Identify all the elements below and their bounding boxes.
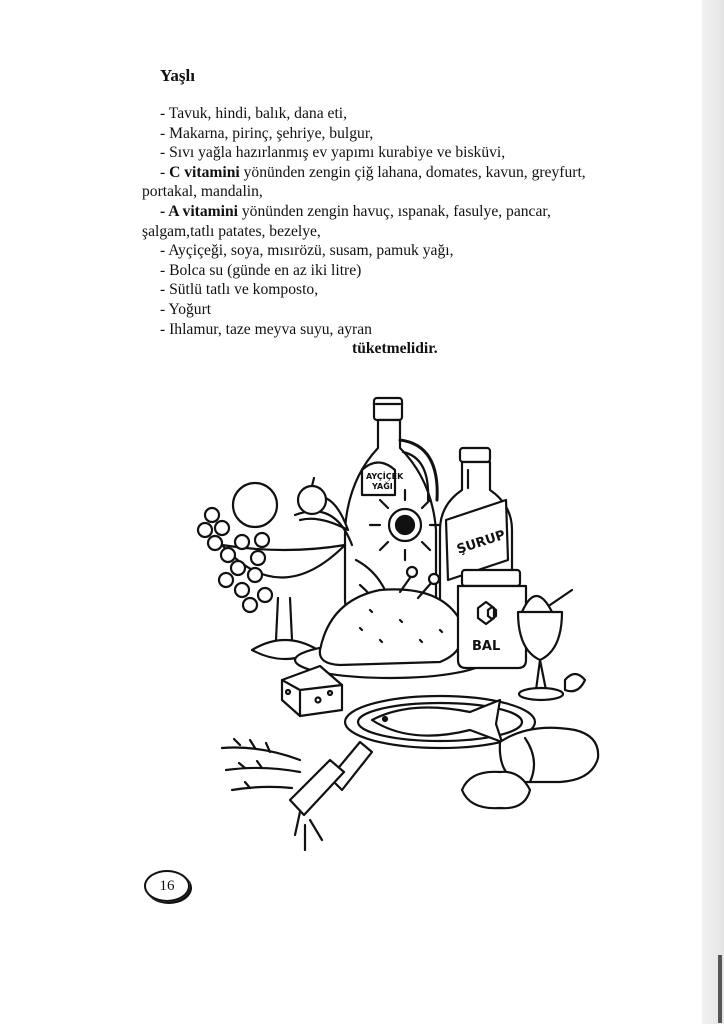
item-text: yönünden zengin havuç, ıspanak, fasulye, pancar, <box>237 202 551 220</box>
honey-label: BAL <box>472 639 501 654</box>
list-item: - Tavuk, hindi, balık, dana eti, <box>160 105 348 122</box>
page-number: 16 <box>144 870 190 902</box>
list-item-continuation: portakal, mandalin, <box>142 183 263 201</box>
vitamin-c-label: C vitamini <box>169 163 240 181</box>
list-item: - Yoğurt <box>160 300 212 318</box>
section-title: Yaşlı <box>160 66 195 85</box>
list-item: - Sıvı yağla hazırlanmış ev yapımı kurabiye ve bisküvi, <box>160 144 506 162</box>
carrots <box>222 739 372 850</box>
item-dash: - <box>160 163 170 181</box>
closing-word: tüketmelidir. <box>352 340 438 358</box>
item-text: yönünden zengin çiğ lahana, domates, kavun, greyfurt, <box>239 163 586 181</box>
list-item: - Ayçiçeği, soya, mısırözü, susam, pamuk yağı, <box>160 242 454 260</box>
oil-label-1: AYÇİÇEK <box>366 472 404 481</box>
syrup-label: ŞURUP <box>455 527 508 558</box>
oil-label-2: YAĞI <box>372 482 393 491</box>
list-item: - Bolca su (günde en az iki litre) <box>160 261 362 279</box>
oil-bottle <box>345 398 440 615</box>
egg-cup <box>518 590 585 700</box>
list-item: - Makarna, pirinç, şehriye, bulgur, <box>160 124 374 142</box>
list-item: - Ihlamur, taze meyva suyu, ayran <box>160 320 372 338</box>
vitamin-a-label: - A vitamini <box>160 202 238 220</box>
list-item: - Sütlü tatlı ve komposto, <box>160 281 319 299</box>
list-item-continuation: şalgam,tatlı patates, bezelye, <box>142 222 321 240</box>
